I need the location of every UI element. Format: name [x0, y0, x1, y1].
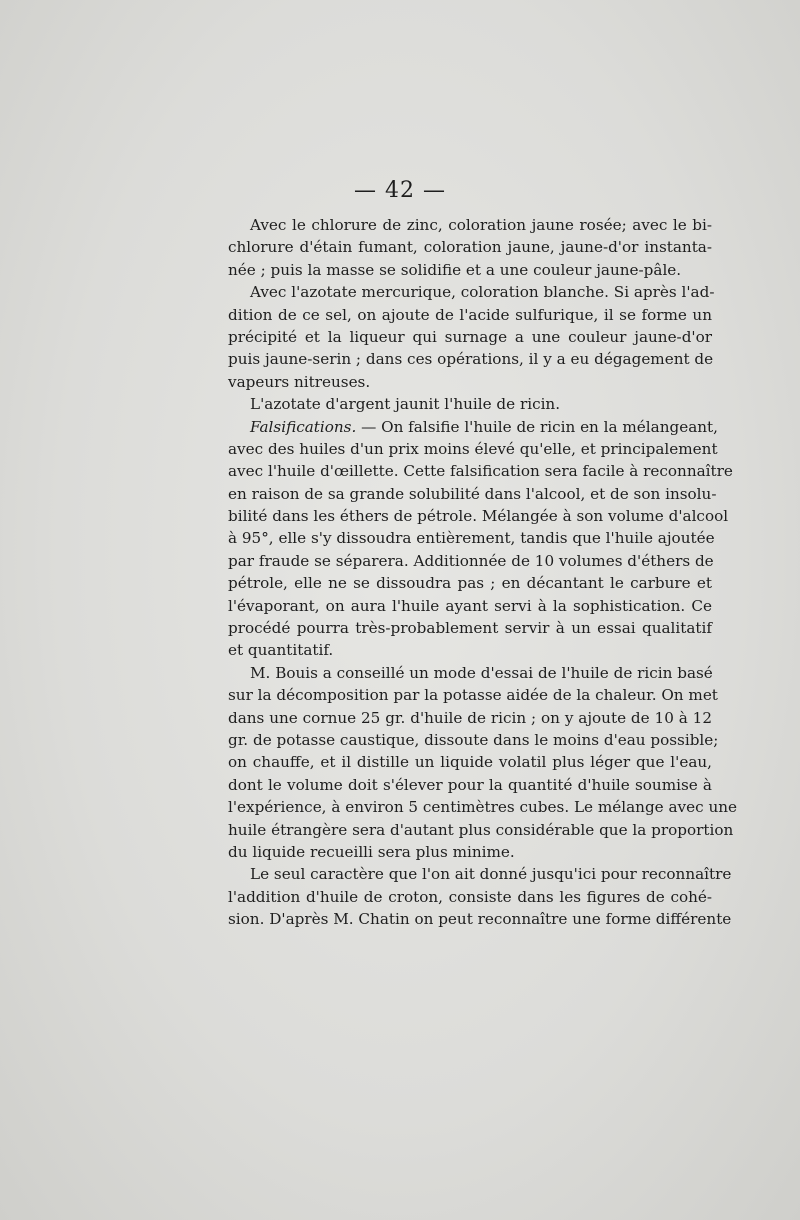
text-line: chlorure d'étain fumant, coloration jaune, jaune-d'or instanta- — [228, 238, 712, 257]
text-line: avec l'huile d'œillette. Cette falsification sera facile à reconnaître — [228, 462, 733, 481]
text-line: bilité dans les éthers de pétrole. Mélangée à son volume d'alcool — [228, 507, 729, 526]
text-line: puis jaune-serin ; dans ces opérations, il y a eu dégagement de — [228, 350, 714, 369]
text-line: l'évaporant, on aura l'huile ayant servi à la sophistication. Ce — [228, 596, 712, 615]
text-line: huile étrangère sera d'autant plus considérable que la proportion — [228, 820, 734, 839]
text-line: L'azotate d'argent jaunit l'huile de ricin. — [250, 395, 561, 414]
text-line: M. Bouis a conseillé un mode d'essai de l'huile de ricin basé — [250, 663, 713, 682]
text-line: précipité et la liqueur qui surnage a une couleur jaune-d'or — [228, 327, 712, 346]
text-line: dans une cornue 25 gr. d'huile de ricin ; on y ajoute de 10 à 12 — [228, 708, 712, 727]
paragraph-falsifications — [228, 416, 733, 662]
paragraph-zinc-chloride — [228, 214, 712, 281]
text-line: vapeurs nitreuses. — [228, 372, 371, 391]
text-line: dont le volume doit s'élever pour la quantité d'huile soumise à — [228, 775, 712, 794]
text-line — [228, 416, 718, 438]
text-line: sion. D'après M. Chatin on peut reconnaître une forme différente — [228, 910, 732, 929]
text-line: on chauffe, et il distille un liquide volatil plus léger que l'eau, — [228, 753, 712, 772]
text-line: par fraude se séparera. Additionnée de 10 volumes d'éthers de — [228, 551, 714, 570]
text-line: en raison de sa grande solubilité dans l'alcool, et de son insolu- — [228, 484, 717, 503]
text-line: Avec le chlorure de zinc, coloration jaune rosée; avec le bi- — [250, 216, 712, 234]
page-number: — 42 — — [354, 178, 446, 203]
text-line: avec des huiles d'un prix moins élevé qu'elle, et principalement — [228, 439, 718, 458]
text-line: à 95°, elle s'y dissoudra entièrement, tandis que l'huile ajoutée — [228, 529, 715, 548]
text-line: Avec l'azotate mercurique, coloration blanche. Si après l'ad- — [250, 283, 715, 302]
text-line: l'addition d'huile de croton, consiste dans les figures de cohé- — [228, 887, 712, 906]
paragraph-bouis-method — [228, 662, 737, 864]
paragraph-mercuric-nitrate — [228, 281, 715, 393]
text-line: pétrole, elle ne se dissoudra pas ; en décantant le carbure et — [228, 574, 712, 593]
text-line: l'expérience, à environ 5 centimètres cubes. Le mélange avec une — [228, 798, 737, 817]
text-line: gr. de potasse caustique, dissoute dans le moins d'eau possible; — [228, 730, 719, 749]
text-line: et quantitatif. — [228, 641, 334, 660]
text-line: Le seul caractère que l'on ait donné jusqu'ici pour reconnaître — [250, 865, 732, 884]
text-fragment: — On falsifie l'huile de ricin en la mélangeant, — [356, 417, 718, 436]
body-text — [228, 214, 737, 931]
text-line: sur la décomposition par la potasse aidée de la chaleur. On met — [228, 686, 718, 705]
section-heading-falsifications: Falsifications. — [250, 417, 357, 436]
text-line: procédé pourra très-probablement servir à un essai qualitatif — [228, 619, 712, 638]
paragraph-croton-oil — [228, 863, 732, 930]
text-line: dition de ce sel, on ajoute de l'acide sulfurique, il se forme un — [228, 305, 712, 324]
text-line: née ; puis la masse se solidifie et a une couleur jaune-pâle. — [228, 260, 682, 279]
text-line: du liquide recueilli sera plus minime. — [228, 842, 515, 861]
paragraph-silver-nitrate — [228, 393, 712, 415]
